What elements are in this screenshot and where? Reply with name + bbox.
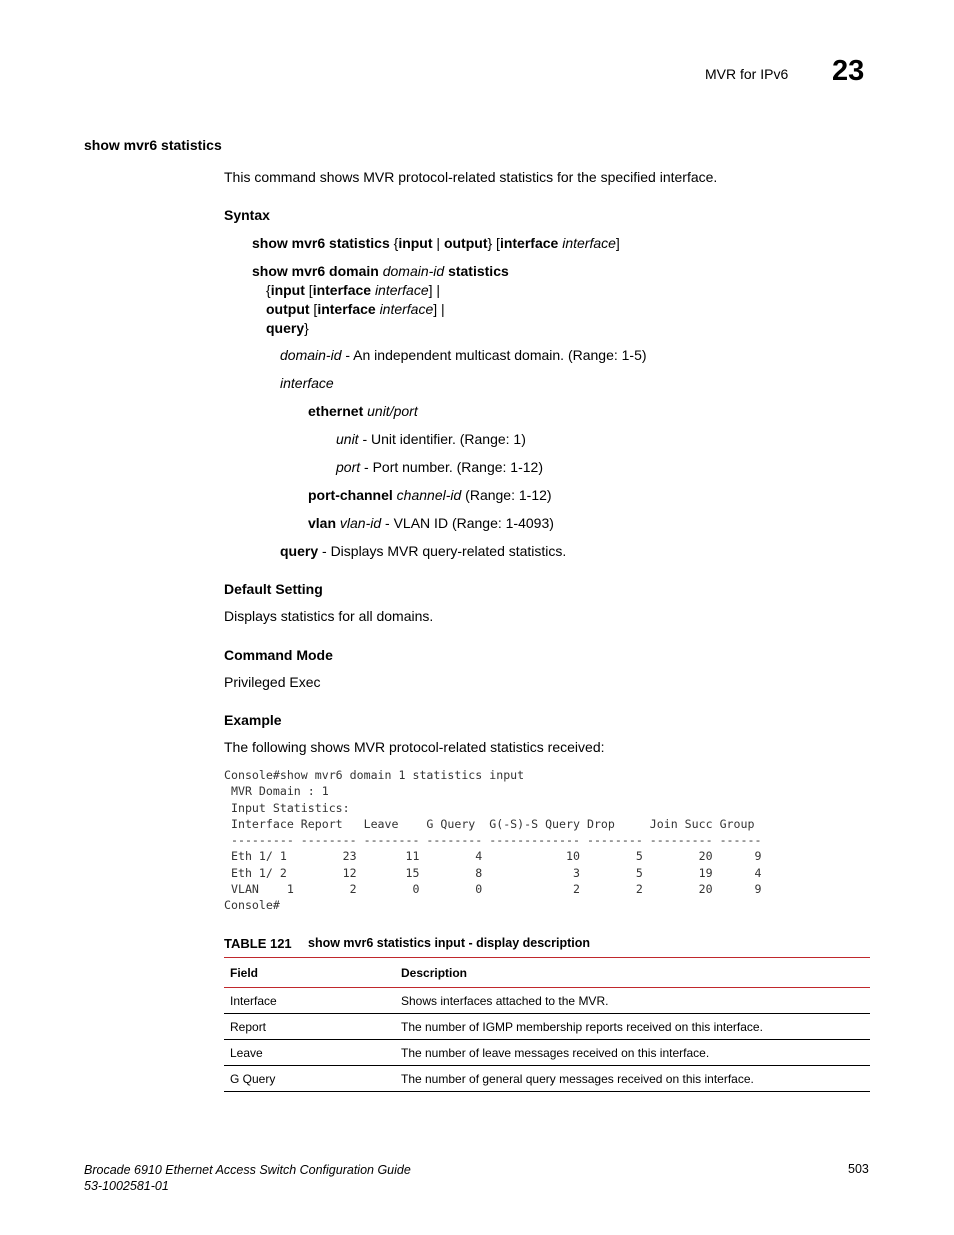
chapter-number: 23	[832, 55, 865, 87]
table-cell-field: Interface	[224, 988, 395, 1014]
syntax-line-5: query}	[266, 320, 309, 336]
syntax-line-2: show mvr6 domain domain-id statistics	[252, 263, 509, 279]
table-cell-field: Report	[224, 1014, 395, 1040]
footer-doc-info	[84, 1162, 411, 1194]
syntax-heading: Syntax	[224, 207, 270, 223]
command-mode-heading: Command Mode	[224, 647, 333, 663]
footer-doc-number: 53-1002581-01	[84, 1179, 169, 1193]
syntax-line-4: output [interface interface] |	[266, 301, 445, 317]
footer-page-number: 503	[848, 1162, 869, 1176]
description-table	[224, 957, 870, 1092]
default-setting-heading: Default Setting	[224, 581, 323, 597]
table-row	[224, 1014, 870, 1040]
param-vlan: vlan vlan-id - VLAN ID (Range: 1-4093)	[308, 515, 554, 531]
footer-doc-title: Brocade 6910 Ethernet Access Switch Configuration Guide	[84, 1163, 411, 1177]
param-ethernet: ethernet unit/port	[308, 403, 418, 419]
table-caption-text: show mvr6 statistics input - display description	[308, 936, 591, 950]
table-cell-description: The number of IGMP membership reports received on this interface.	[395, 1014, 870, 1040]
table-header-row	[224, 958, 870, 988]
table-header-description: Description	[395, 958, 870, 988]
table-header-field: Field	[224, 958, 395, 988]
param-port: port - Port number. (Range: 1-12)	[336, 459, 543, 475]
command-mode-text: Privileged Exec	[224, 674, 321, 690]
param-interface: interface	[280, 375, 334, 391]
table-caption-label: TABLE 121	[224, 936, 292, 951]
param-query: query - Displays MVR query-related statistics.	[280, 543, 567, 559]
param-port-channel: port-channel channel-id (Range: 1-12)	[308, 487, 552, 503]
running-header-title: MVR for IPv6	[705, 66, 789, 82]
table-row	[224, 1040, 870, 1066]
table-cell-field: Leave	[224, 1040, 395, 1066]
table-cell-description: Shows interfaces attached to the MVR.	[395, 988, 870, 1014]
intro-paragraph: This command shows MVR protocol-related statistics for the specified interface.	[224, 169, 718, 185]
table-row	[224, 1066, 870, 1092]
section-title: show mvr6 statistics	[84, 137, 222, 153]
table-cell-field: G Query	[224, 1066, 395, 1092]
console-output: Console#show mvr6 domain 1 statistics input MVR Domain : 1 Input Statistics: Interface Report Leave G Query G(-S)-S Query Drop Join Succ Group --------- -------- -------- -------- ------------- -------- --------- ------ Eth 1/ 1 23 11 4 10 5 20 9 Eth 1/ 2 12 15 8 3 5 19 4 VLAN 1 2 0 0 2 2 20 9 Console#	[224, 768, 762, 913]
example-heading: Example	[224, 712, 282, 728]
syntax-line-3: {input [interface interface] |	[266, 282, 441, 298]
syntax-line-1: show mvr6 statistics {input | output} [interface interface]	[252, 235, 620, 251]
table-cell-description: The number of leave messages received on this interface.	[395, 1040, 870, 1066]
param-domain-id: domain-id - An independent multicast domain. (Range: 1-5)	[280, 347, 647, 363]
table-cell-description: The number of general query messages received on this interface.	[395, 1066, 870, 1092]
example-text: The following shows MVR protocol-related statistics received:	[224, 739, 605, 755]
default-setting-text: Displays statistics for all domains.	[224, 608, 434, 624]
table-row	[224, 988, 870, 1014]
param-unit: unit - Unit identifier. (Range: 1)	[336, 431, 526, 447]
